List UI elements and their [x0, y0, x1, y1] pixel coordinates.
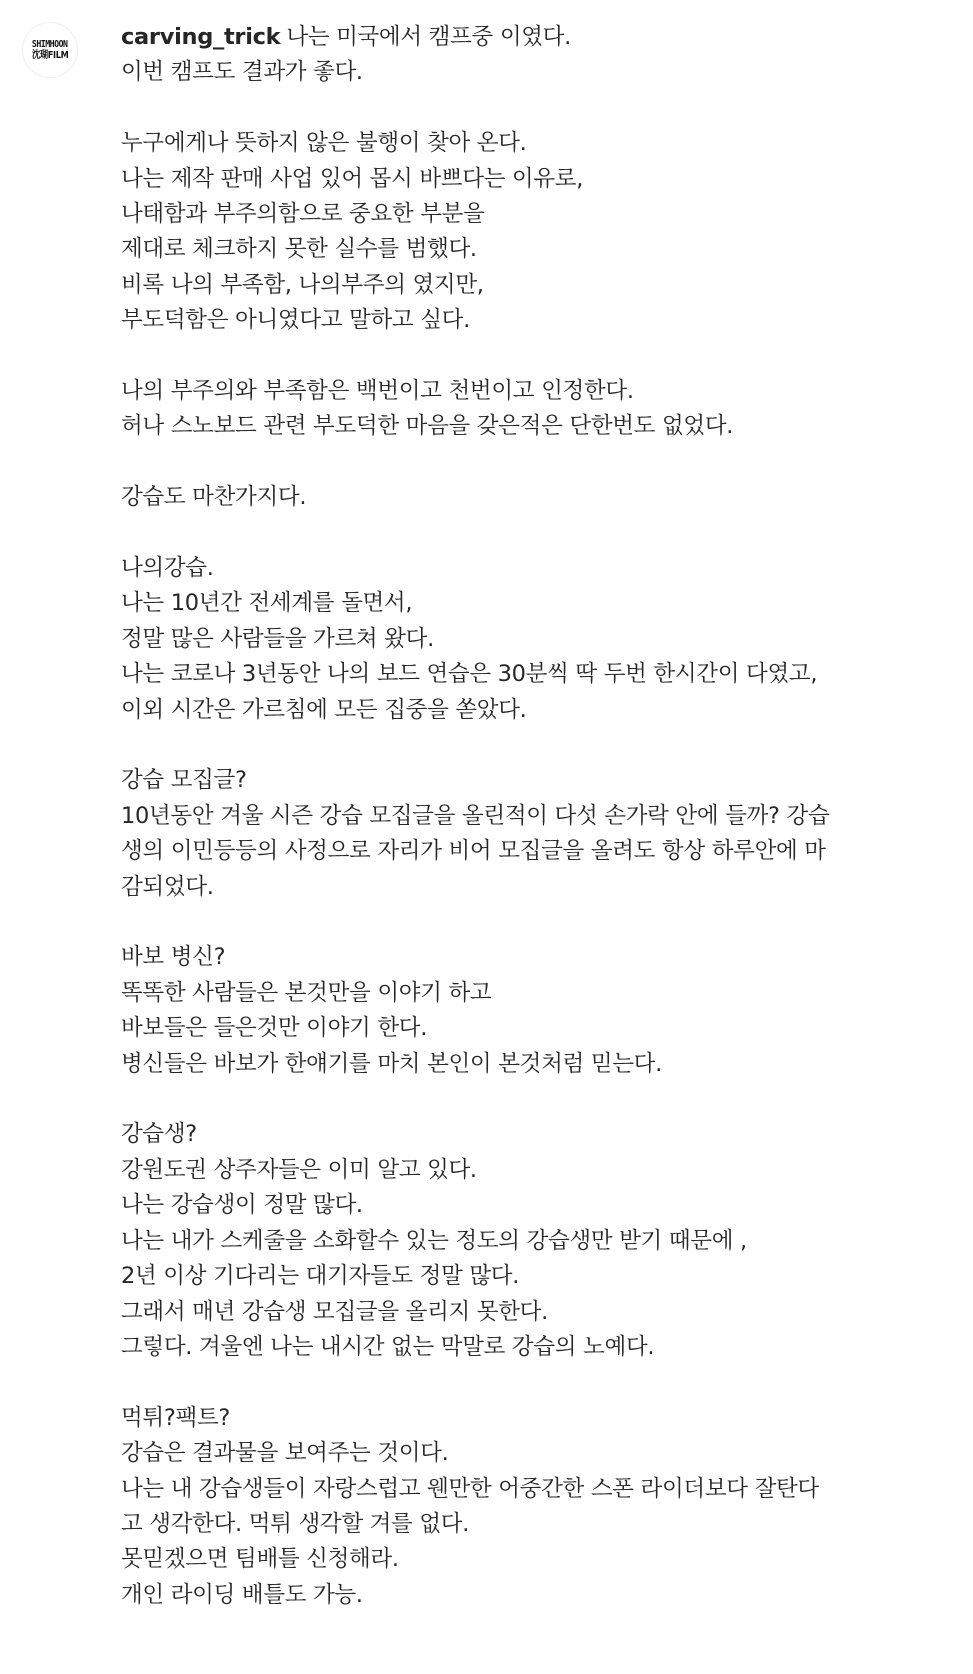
caption-blank-line — [121, 445, 956, 480]
caption-line: 감되었다. — [121, 873, 214, 900]
caption-line: 2년 이상 기다리는 대기자들도 정말 많다. — [121, 1263, 520, 1290]
caption-line: 병신들은 바보가 한얘기를 마치 본인이 본것처럼 믿는다. — [121, 1050, 662, 1077]
caption-line: 나는 내가 스케줄을 소화할수 있는 정도의 강습생만 받기 때문에 , — [121, 1227, 747, 1254]
caption-line: 나의 부주의와 부족함은 백번이고 천번이고 인정한다. — [121, 378, 634, 405]
caption-line: 나는 10년간 전세계를 돌면서, — [121, 590, 413, 617]
caption-line: 강습 모집글? — [121, 767, 247, 794]
avatar-logo-text-top: SHIMHOON — [32, 39, 68, 50]
caption-line: 생의 이민등등의 사정으로 자리가 비어 모집글을 올려도 항상 하루안에 마 — [121, 838, 826, 865]
caption-line: 나는 강습생이 정말 많다. — [121, 1192, 363, 1219]
caption-line: 비록 나의 부족함, 나의부주의 였지만, — [121, 271, 484, 298]
caption-line: 고 생각한다. 먹튀 생각할 겨를 없다. — [121, 1510, 470, 1537]
caption-line: 못믿겠으면 팀배틀 신청해라. — [121, 1546, 399, 1573]
caption-line: 먹튀?팩트? — [121, 1404, 231, 1431]
caption-line: 강습생? — [121, 1121, 197, 1148]
caption-blank-line — [121, 1082, 956, 1117]
caption-line: 강원도권 상주자들은 이미 알고 있다. — [121, 1156, 477, 1183]
caption-blank-line — [121, 728, 956, 763]
caption-blank-line — [121, 1365, 956, 1400]
caption-line: 이번 캠프도 결과가 좋다. — [121, 59, 363, 86]
caption-blank-line — [121, 91, 956, 126]
caption-line: 이외 시간은 가르침에 모든 집중을 쏟았다. — [121, 696, 527, 723]
avatar[interactable] — [22, 22, 78, 78]
caption-blank-line — [121, 339, 956, 374]
caption-first-text: 나는 미국에서 캠프중 이였다. — [286, 24, 571, 50]
caption-line: 누구에게나 뜻하지 않은 불행이 찾아 온다. — [121, 130, 527, 157]
caption-line: 나의강습. — [121, 555, 214, 582]
caption-line: 똑똑한 사람들은 본것만을 이야기 하고 — [121, 979, 492, 1006]
caption-line: 부도덕함은 아니였다고 말하고 싶다. — [121, 307, 470, 334]
caption-first-line — [121, 20, 956, 55]
caption-line: 강습도 마찬가지다. — [121, 484, 307, 511]
caption-line: 나는 내 강습생들이 자랑스럽고 웬만한 어중간한 스폰 라이더보다 잘탄다 — [121, 1475, 819, 1502]
caption-line: 바보들은 들은것만 이야기 한다. — [121, 1015, 428, 1042]
caption-line: 그렇다. 겨울엔 나는 내시간 없는 막말로 강습의 노예다. — [121, 1333, 655, 1360]
caption-blank-line — [121, 905, 956, 940]
caption-line: 나는 제작 판매 사업 있어 몹시 바쁘다는 이유로, — [121, 165, 584, 192]
username-link[interactable]: carving_trick — [121, 24, 281, 50]
caption-blank-line — [121, 516, 956, 551]
post-caption — [121, 20, 956, 1613]
avatar-logo-text-bottom: 沈瑚FILM — [31, 50, 69, 61]
caption-line: 10년동안 겨울 시즌 강습 모집글을 올린적이 다섯 손가락 안에 들까? 강습 — [121, 802, 830, 829]
caption-line: 개인 라이딩 배틀도 가능. — [121, 1581, 363, 1608]
caption-line: 허나 스노보드 관련 부도덕한 마음을 갖은적은 단한번도 없었다. — [121, 413, 734, 440]
caption-line: 나는 코로나 3년동안 나의 보드 연습은 30분씩 딱 두번 한시간이 다였고, — [121, 661, 818, 688]
caption-line: 바보 병신? — [121, 944, 226, 971]
caption-line: 그래서 매년 강습생 모집글을 올리지 못한다. — [121, 1298, 548, 1325]
caption-line: 나태함과 부주의함으로 중요한 부분을 — [121, 201, 485, 228]
caption-line: 정말 많은 사람들을 가르쳐 왔다. — [121, 625, 434, 652]
caption-line: 제대로 체크하지 못한 실수를 범했다. — [121, 236, 477, 263]
caption-line: 강습은 결과물을 보여주는 것이다. — [121, 1440, 449, 1467]
